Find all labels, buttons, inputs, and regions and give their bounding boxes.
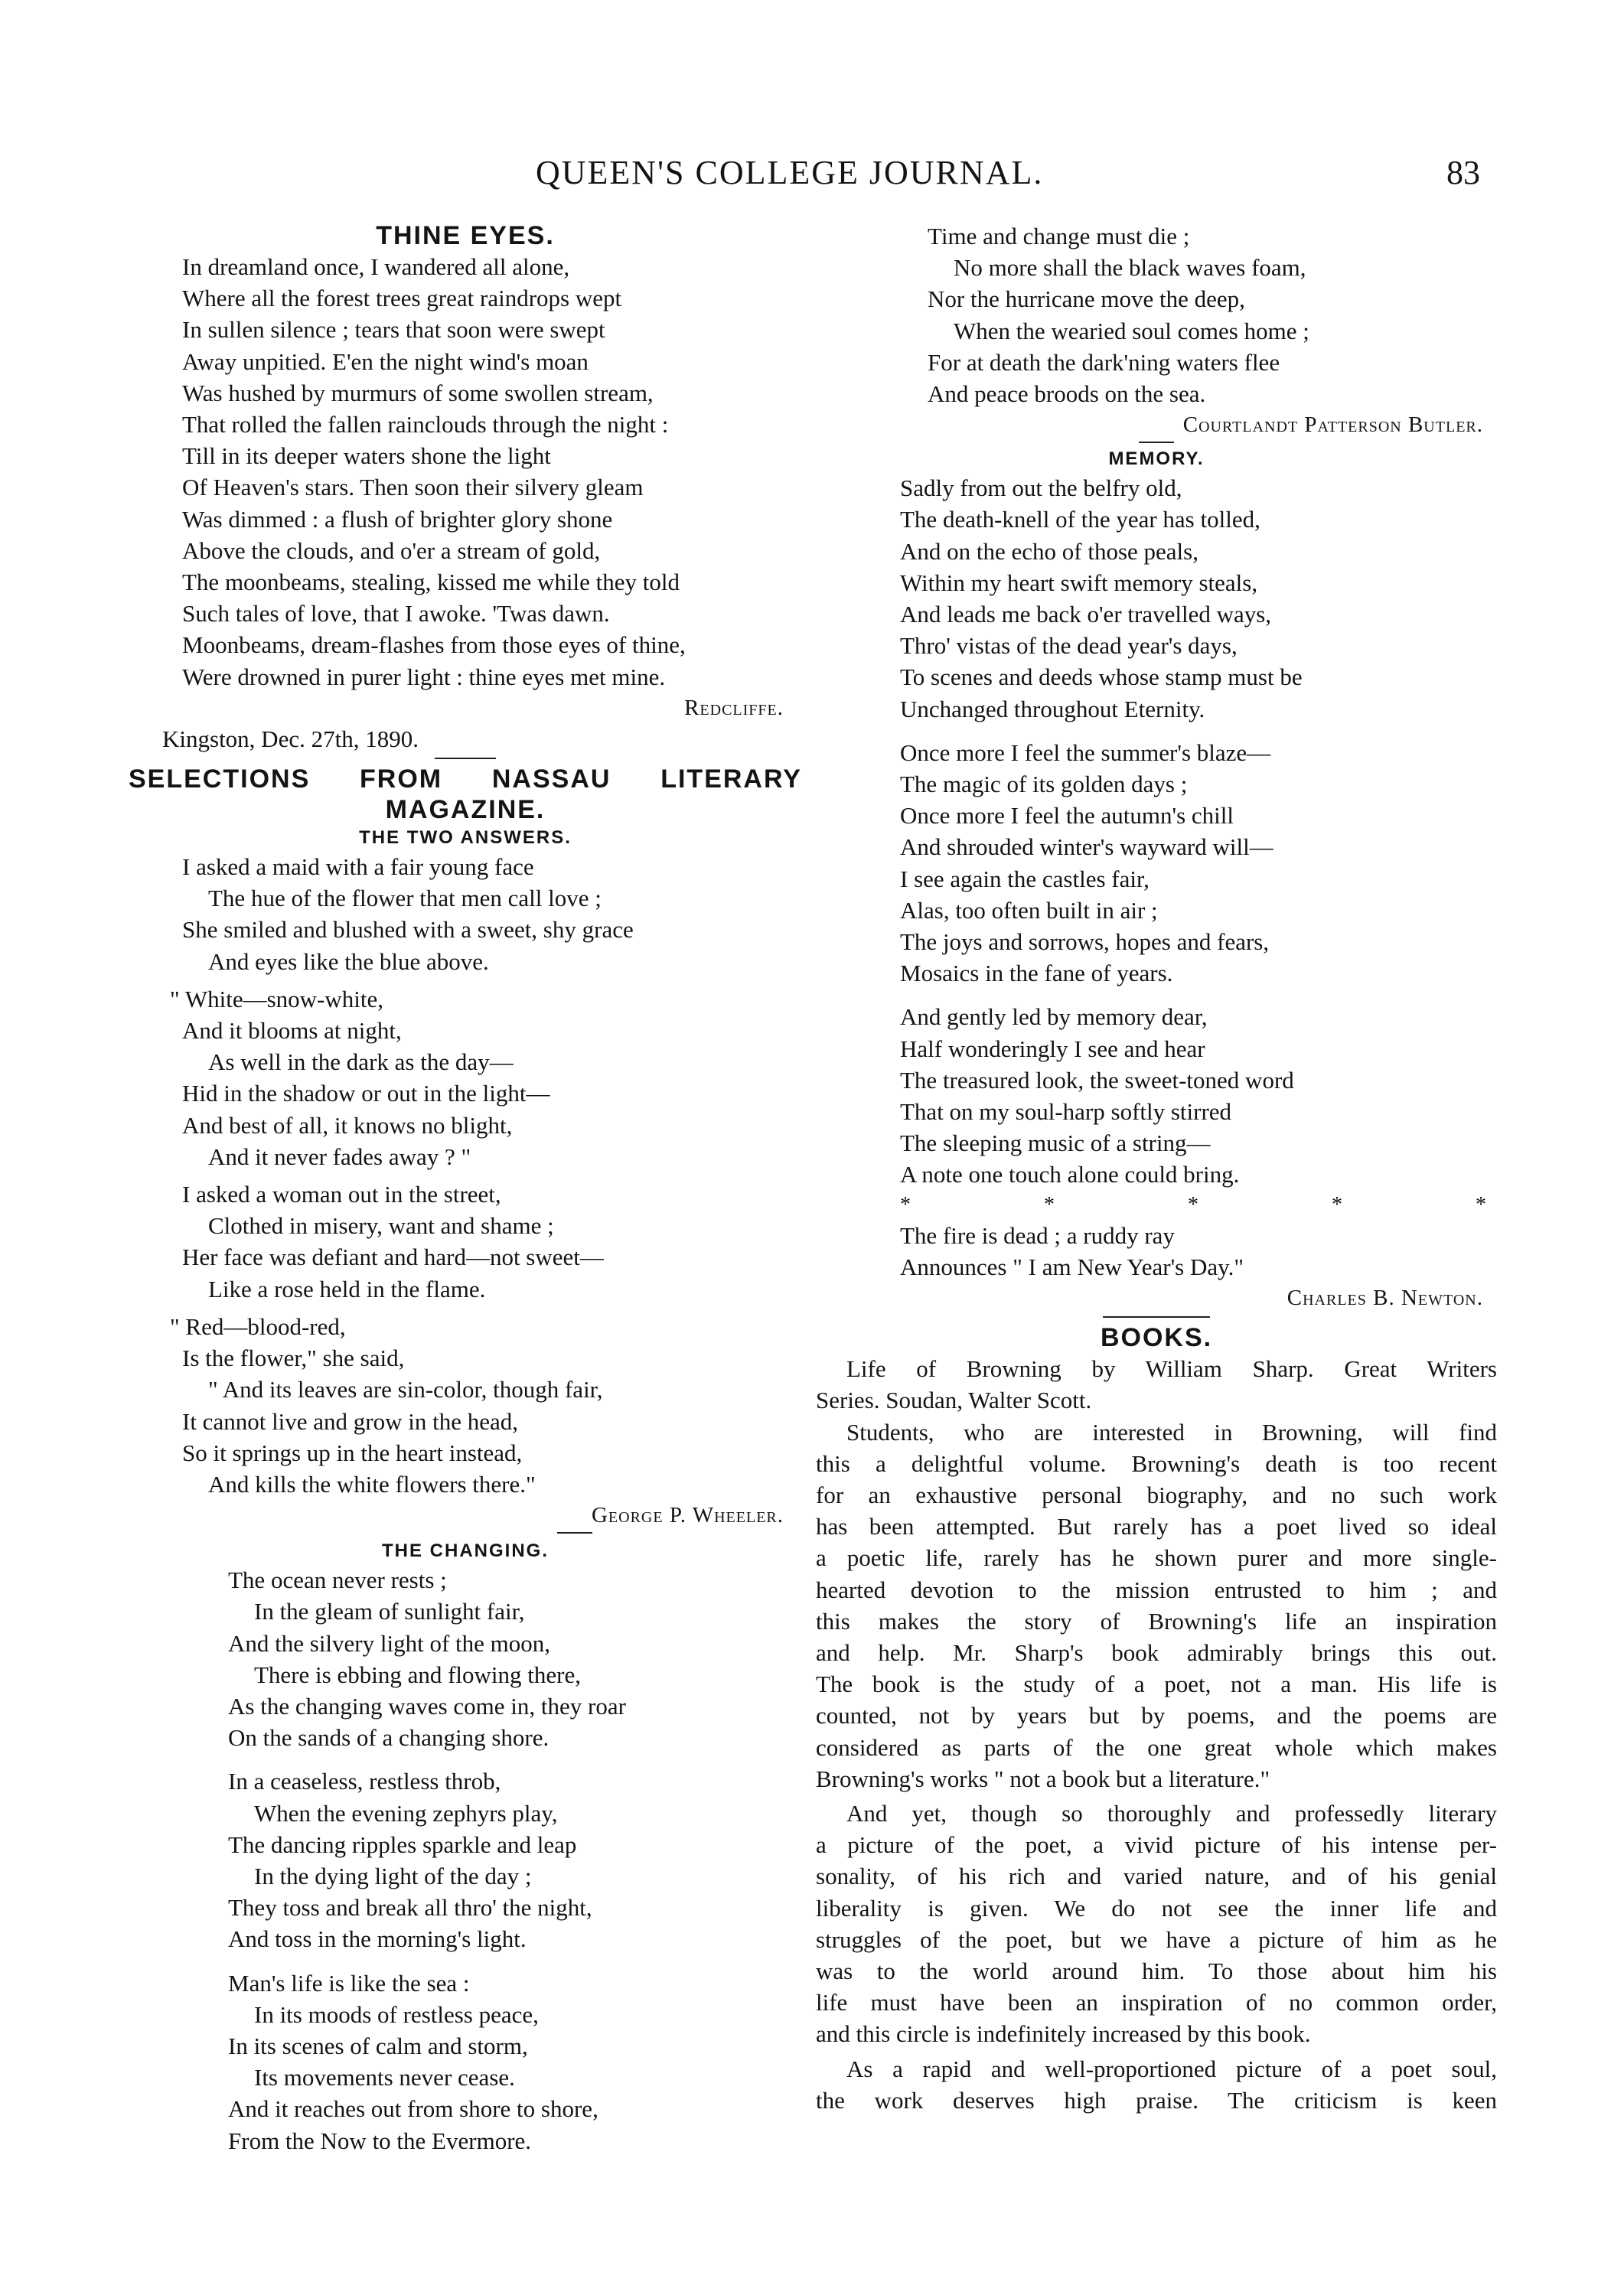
poem-line: To scenes and deeds whose stamp must be bbox=[900, 663, 1303, 691]
poem-line: Away unpitied. E'en the night wind's moan bbox=[182, 347, 589, 375]
heading-word: NASSAU bbox=[491, 764, 611, 794]
right-column bbox=[816, 220, 1497, 2116]
poem-line: And on the echo of those peals, bbox=[900, 537, 1198, 565]
poem-stanza bbox=[129, 1179, 802, 1305]
section-heading-selections bbox=[129, 764, 802, 825]
poem-the-changing bbox=[129, 1538, 802, 2157]
poem-line: The joys and sorrows, hopes and fears, bbox=[900, 928, 1270, 956]
poem-line: From the Now to the Evermore. bbox=[228, 2127, 532, 2154]
poem-line: In its scenes of calm and storm, bbox=[228, 2032, 528, 2059]
poem-line: They toss and break all thro' the night, bbox=[228, 1894, 592, 1922]
poem-line: Hid in the shadow or out in the light— bbox=[182, 1080, 550, 1107]
paragraph-line: As a rapid and well-proportioned picture of a poet soul, bbox=[846, 2055, 1497, 2082]
poem-line: No more shall the black waves foam, bbox=[954, 254, 1306, 282]
poem-line: And peace broods on the sea. bbox=[928, 380, 1206, 408]
poem-line: And toss in the morning's light. bbox=[228, 1925, 527, 1953]
book-paragraph bbox=[816, 1416, 1497, 1795]
paragraph-line: considered as parts of the one great whole which makes bbox=[816, 1733, 1497, 1761]
heading-word: LITERARY bbox=[660, 764, 802, 794]
poem-line: The treasured look, the sweet-toned word bbox=[900, 1066, 1294, 1094]
asterisk: * bbox=[1332, 1192, 1342, 1217]
poem-line: Its movements never cease. bbox=[254, 2064, 515, 2091]
poem-line: In the dying light of the day ; bbox=[254, 1862, 532, 1889]
poem-heading: THINE EYES. bbox=[376, 221, 555, 250]
asterism bbox=[816, 1191, 1497, 1220]
poem-line: Above the clouds, and o'er a stream of gold, bbox=[182, 536, 601, 564]
poem-thine-eyes bbox=[129, 220, 802, 755]
poem-line: Mosaics in the fane of years. bbox=[900, 960, 1173, 987]
paragraph-line: has been attempted. But rarely has a poet lived so ideal bbox=[816, 1513, 1497, 1540]
paragraph-line: this makes the story of Browning's life an inspiration bbox=[816, 1607, 1497, 1635]
poem-stanza bbox=[129, 1765, 802, 1954]
poem-line: So it springs up in the heart instead, bbox=[182, 1439, 523, 1466]
poem-signature: Charles B. Newton. bbox=[1286, 1286, 1483, 1311]
asterisk: * bbox=[1476, 1192, 1486, 1217]
poem-lines bbox=[129, 251, 802, 693]
poem-line: When the wearied soul comes home ; bbox=[954, 317, 1309, 344]
poem-line: Is the flower," she said, bbox=[182, 1345, 405, 1372]
poem-line: That rolled the fallen rainclouds through the night : bbox=[182, 411, 669, 438]
poem-line: And best of all, it knows no blight, bbox=[182, 1111, 513, 1139]
poem-line: Announces " I am New Year's Day." bbox=[900, 1253, 1244, 1280]
asterisk: * bbox=[1188, 1192, 1198, 1217]
poem-line: Within my heart swift memory steals, bbox=[900, 569, 1258, 596]
poem-line: And kills the white flowers there." bbox=[208, 1470, 536, 1498]
poem-line: The fire is dead ; a ruddy ray bbox=[900, 1221, 1175, 1249]
asterisk: * bbox=[900, 1192, 911, 1217]
poem-line: In dreamland once, I wandered all alone, bbox=[182, 253, 570, 280]
poem-line: Where all the forest trees great raindrops wept bbox=[182, 285, 622, 312]
poem-line: And eyes like the blue above. bbox=[208, 947, 489, 975]
section-divider bbox=[1103, 1316, 1210, 1318]
poem-line: In a ceaseless, restless throb, bbox=[228, 1768, 501, 1795]
paragraph-line: liberality is given. We do not see the inner life and bbox=[816, 1894, 1497, 1922]
poem-line: As the changing waves come in, they roar bbox=[228, 1692, 626, 1720]
poem-line: And leads me back o'er travelled ways, bbox=[900, 601, 1272, 628]
poem-line: " Red—blood-red, bbox=[170, 1312, 346, 1340]
poem-line: And the silvery light of the moon, bbox=[228, 1629, 551, 1657]
poem-line: I asked a woman out in the street, bbox=[182, 1181, 501, 1208]
poem-line: Thro' vistas of the dead year's days, bbox=[900, 632, 1238, 660]
poem-line: I asked a maid with a fair young face bbox=[182, 853, 534, 881]
poem-line: For at death the dark'ning waters flee bbox=[928, 348, 1280, 376]
paragraph-line: and help. Mr. Sharp's book admirably brings this out. bbox=[816, 1638, 1497, 1666]
poem-heading: MEMORY. bbox=[1108, 448, 1205, 470]
section-heading-line1 bbox=[129, 764, 802, 794]
paragraph-line: for an exhaustive personal biography, and no such work bbox=[816, 1481, 1497, 1508]
paragraph-line: the work deserves high praise. The criticism is keen bbox=[816, 2086, 1497, 2114]
poem-line: " White—snow-white, bbox=[170, 985, 383, 1012]
section-heading: BOOKS. bbox=[1100, 1323, 1213, 1353]
paragraph-line: counted, not by years but by poems, and the poems are bbox=[816, 1702, 1497, 1729]
poem-line: When the evening zephyrs play, bbox=[254, 1799, 558, 1827]
poem-line: In the gleam of sunlight fair, bbox=[254, 1598, 525, 1625]
poem-line: There is ebbing and flowing there, bbox=[254, 1661, 581, 1688]
section-divider bbox=[557, 1532, 592, 1534]
poem-line: And it blooms at night, bbox=[182, 1017, 402, 1045]
poem-line: The ocean never rests ; bbox=[228, 1566, 447, 1594]
journal-title: QUEEN'S COLLEGE JOURNAL. bbox=[536, 154, 1044, 191]
poem-line: Nor the hurricane move the deep, bbox=[928, 285, 1245, 313]
paragraph-line: a picture of the poet, a vivid picture of his intense per- bbox=[816, 1831, 1497, 1859]
poem-line: Like a rose held in the flame. bbox=[208, 1275, 486, 1302]
poem-line: Till in its deeper waters shone the light bbox=[182, 442, 551, 470]
section-divider bbox=[1139, 442, 1174, 443]
poem-stanza bbox=[129, 1564, 802, 1753]
poem-signature: George P. Wheeler. bbox=[591, 1503, 784, 1528]
poem-line: The death-knell of the year has tolled, bbox=[900, 506, 1260, 533]
paragraph-line: this a delightful volume. Browning's death is too recent bbox=[816, 1449, 1497, 1477]
paragraph-line: was to the world around him. To those about him his bbox=[816, 1957, 1497, 1984]
poem-line: Once more I feel the autumn's chill bbox=[900, 802, 1234, 830]
poem-line: Half wonderingly I see and hear bbox=[900, 1035, 1205, 1062]
poem-line: Alas, too often built in air ; bbox=[900, 896, 1158, 924]
poem-heading: THE CHANGING. bbox=[382, 1540, 549, 1562]
poem-line: " And its leaves are sin-color, though fair, bbox=[208, 1376, 603, 1403]
poem-line: The dancing ripples sparkle and leap bbox=[228, 1831, 577, 1858]
paragraph-line: struggles of the poet, but we have a picture of him as he bbox=[816, 1925, 1497, 1953]
paragraph-line: sonality, of his rich and varied nature, and of his genial bbox=[816, 1863, 1497, 1890]
paragraph-line: hearted devotion to the mission entrusted to him ; and bbox=[816, 1576, 1497, 1603]
paragraph-line: The book is the study of a poet, not a man. His life is bbox=[816, 1671, 1497, 1698]
left-column bbox=[129, 220, 802, 2157]
poem-two-answers bbox=[129, 825, 802, 1531]
paragraph-line: Students, who are interested in Browning, will find bbox=[846, 1418, 1497, 1446]
poem-line: A note one touch alone could bring. bbox=[900, 1161, 1240, 1188]
poem-line: On the sands of a changing shore. bbox=[228, 1724, 549, 1752]
poem-line: Were drowned in purer light : thine eyes met mine. bbox=[182, 663, 666, 690]
section-divider bbox=[435, 758, 496, 759]
poem-stanza bbox=[816, 1001, 1497, 1190]
poem-line: The hue of the flower that men call love ; bbox=[208, 885, 602, 912]
section-books bbox=[816, 1322, 1497, 2116]
poem-dateline: Kingston, Dec. 27th, 1890. bbox=[162, 725, 419, 752]
poem-line: Time and change must die ; bbox=[928, 223, 1190, 249]
poem-stanza bbox=[129, 1311, 802, 1500]
poem-line: I see again the castles fair, bbox=[900, 865, 1150, 892]
book-paragraph bbox=[816, 2053, 1497, 2116]
poem-line: And it reaches out from shore to shore, bbox=[228, 2095, 598, 2123]
paragraph-line: And yet, though so thoroughly and professedly literary bbox=[846, 1799, 1497, 1827]
poem-line: She smiled and blushed with a sweet, shy grace bbox=[182, 916, 634, 944]
page-number: 83 bbox=[1446, 154, 1480, 191]
poem-stanza bbox=[816, 737, 1497, 989]
poem-signature: Courtlandt Patterson Butler. bbox=[1182, 412, 1483, 438]
poem-line: And gently led by memory dear, bbox=[900, 1003, 1208, 1031]
poem-line: That on my soul-harp softly stirred bbox=[900, 1098, 1232, 1126]
poem-line: As well in the dark as the day— bbox=[208, 1048, 514, 1076]
poem-line: Such tales of love, that I awoke. 'Twas dawn. bbox=[182, 600, 610, 628]
poem-signature: Redcliffe. bbox=[684, 695, 784, 720]
poem-line: Man's life is like the sea : bbox=[228, 1969, 470, 1997]
poem-line: Clothed in misery, want and shame ; bbox=[208, 1212, 554, 1240]
poem-line: Was dimmed : a flush of brighter glory shone bbox=[182, 505, 613, 533]
poem-stanza bbox=[129, 1967, 802, 2157]
poem-line: The sleeping music of a string— bbox=[900, 1130, 1211, 1157]
section-heading-line2: MAGAZINE. bbox=[385, 795, 546, 825]
poem-stanza bbox=[816, 1220, 1497, 1283]
paragraph-line: a poetic life, rarely has he shown purer and more single- bbox=[816, 1544, 1497, 1572]
poem-line: In its moods of restless peace, bbox=[254, 2000, 539, 2028]
heading-word: SELECTIONS bbox=[129, 764, 311, 794]
poem-line: Sadly from out the belfry old, bbox=[900, 474, 1182, 502]
poem-line: It cannot live and grow in the head, bbox=[182, 1407, 519, 1435]
poem-line: The magic of its golden days ; bbox=[900, 771, 1188, 798]
poem-memory bbox=[816, 446, 1497, 1313]
poem-line: The moonbeams, stealing, kissed me while they told bbox=[182, 569, 680, 596]
paragraph-line: Browning's works " not a book but a literature." bbox=[816, 1765, 1270, 1792]
poem-line: Moonbeams, dream-flashes from those eyes of thine, bbox=[182, 631, 686, 659]
book-paragraph bbox=[816, 1798, 1497, 2050]
poem-line: Once more I feel the summer's blaze— bbox=[900, 738, 1271, 766]
poem-line: And shrouded winter's wayward will— bbox=[900, 833, 1273, 861]
paragraph-line: and this circle is indefinitely increased by this book. bbox=[816, 2020, 1311, 2048]
poem-line: In sullen silence ; tears that soon were swept bbox=[182, 316, 605, 344]
poem-the-changing-continued bbox=[816, 220, 1497, 409]
paragraph-line: life must have been an inspiration of no common order, bbox=[816, 1989, 1497, 2016]
asterisk: * bbox=[1044, 1192, 1055, 1217]
poem-stanza bbox=[129, 983, 802, 1172]
paragraph-line: Series. Soudan, Walter Scott. bbox=[816, 1387, 1092, 1414]
poem-heading: THE TWO ANSWERS. bbox=[359, 827, 572, 849]
poem-line: Was hushed by murmurs of some swollen stream, bbox=[182, 379, 654, 406]
poem-line: Her face was defiant and hard—not sweet— bbox=[182, 1244, 604, 1271]
poem-line: Of Heaven's stars. Then soon their silvery gleam bbox=[182, 474, 644, 501]
book-paragraph bbox=[816, 1353, 1497, 1416]
poem-stanza bbox=[129, 851, 802, 977]
paragraph-line: Life of Browning by William Sharp. Great Writers bbox=[846, 1355, 1497, 1383]
poem-line: And it never fades away ? " bbox=[208, 1143, 471, 1170]
heading-word: FROM bbox=[360, 764, 443, 794]
poem-stanza bbox=[816, 472, 1497, 725]
page-header bbox=[0, 153, 1624, 199]
poem-line: Unchanged throughout Eternity. bbox=[900, 695, 1205, 722]
